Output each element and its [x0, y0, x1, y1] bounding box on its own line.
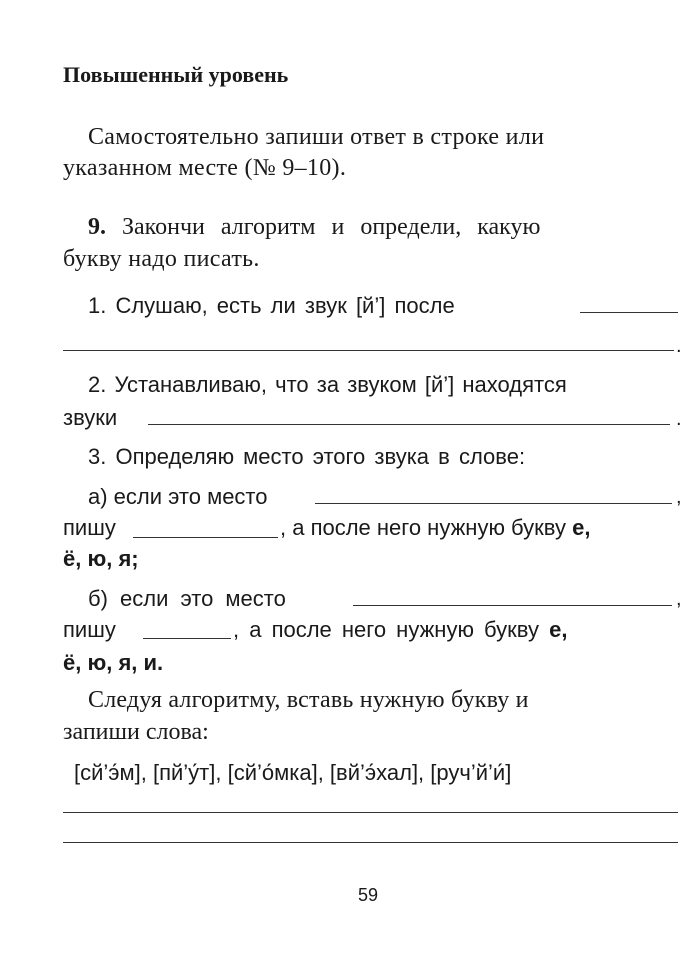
case-b-letter-e: е,	[549, 617, 568, 642]
step-1-blank-line-2[interactable]	[63, 350, 674, 351]
case-b-blank-place[interactable]	[353, 605, 672, 606]
case-b-line-2-rest	[233, 617, 567, 643]
case-b-blank-letter[interactable]	[143, 638, 231, 639]
case-a-line-3: ё, ю, я;	[63, 546, 139, 571]
instruction-line-2: указанном месте (№ 9–10).	[63, 155, 347, 181]
case-a-after-text: , а после него нужную букву	[280, 515, 566, 540]
case-a-letter-e: е,	[572, 515, 591, 540]
task-text-1: Закончи алгоритм и определи, какую	[122, 214, 541, 240]
answer-line-2[interactable]	[63, 842, 678, 843]
case-b-line-3: ё, ю, я, и.	[63, 650, 164, 675]
step-2-blank[interactable]	[148, 424, 670, 425]
step-1-period: .	[676, 335, 682, 357]
follow-line-2: запиши слова:	[63, 719, 209, 745]
case-a-comma: ,	[676, 486, 682, 508]
task-number: 9.	[88, 214, 106, 240]
step-1-text: 1. Слушаю, есть ли звук [й’] после	[88, 293, 455, 318]
step-1-blank[interactable]	[580, 312, 678, 313]
words-transcriptions: [сй’э́м], [пй’у́т], [сй’о́мка], [вй’э́хал], [руч’й’и́]	[74, 760, 512, 785]
case-a-line-1: а) если это место	[88, 484, 268, 509]
section-title: Повышенный уровень	[63, 62, 289, 87]
case-a-blank-letter[interactable]	[133, 537, 278, 538]
step-3-text: 3. Определяю место этого звука в слове:	[88, 444, 526, 469]
answer-line-1[interactable]	[63, 812, 678, 813]
task-9-text-line-1	[88, 214, 684, 241]
step-2-period: .	[676, 408, 682, 430]
case-b-line-1: б) если это место	[88, 586, 286, 611]
task-9-text-line-2: букву надо писать.	[63, 246, 260, 272]
step-2-text-line-1: 2. Устанавливаю, что за звуком [й’] находятся	[88, 372, 567, 397]
case-a-blank-place[interactable]	[315, 503, 672, 504]
case-b-comma: ,	[676, 588, 682, 610]
follow-line-1: Следуя алгоритму, вставь нужную букву и	[88, 687, 529, 713]
case-a-write-label: пишу	[63, 515, 116, 540]
case-b-after-text: , а после него нужную букву	[233, 617, 539, 642]
case-a-line-2-rest	[280, 515, 590, 541]
page-number: 59	[358, 885, 379, 905]
case-b-write-label: пишу	[63, 617, 116, 642]
step-2-text-line-2: звуки	[63, 405, 118, 430]
instruction-line-1: Самостоятельно запиши ответ в строке или	[88, 124, 545, 150]
